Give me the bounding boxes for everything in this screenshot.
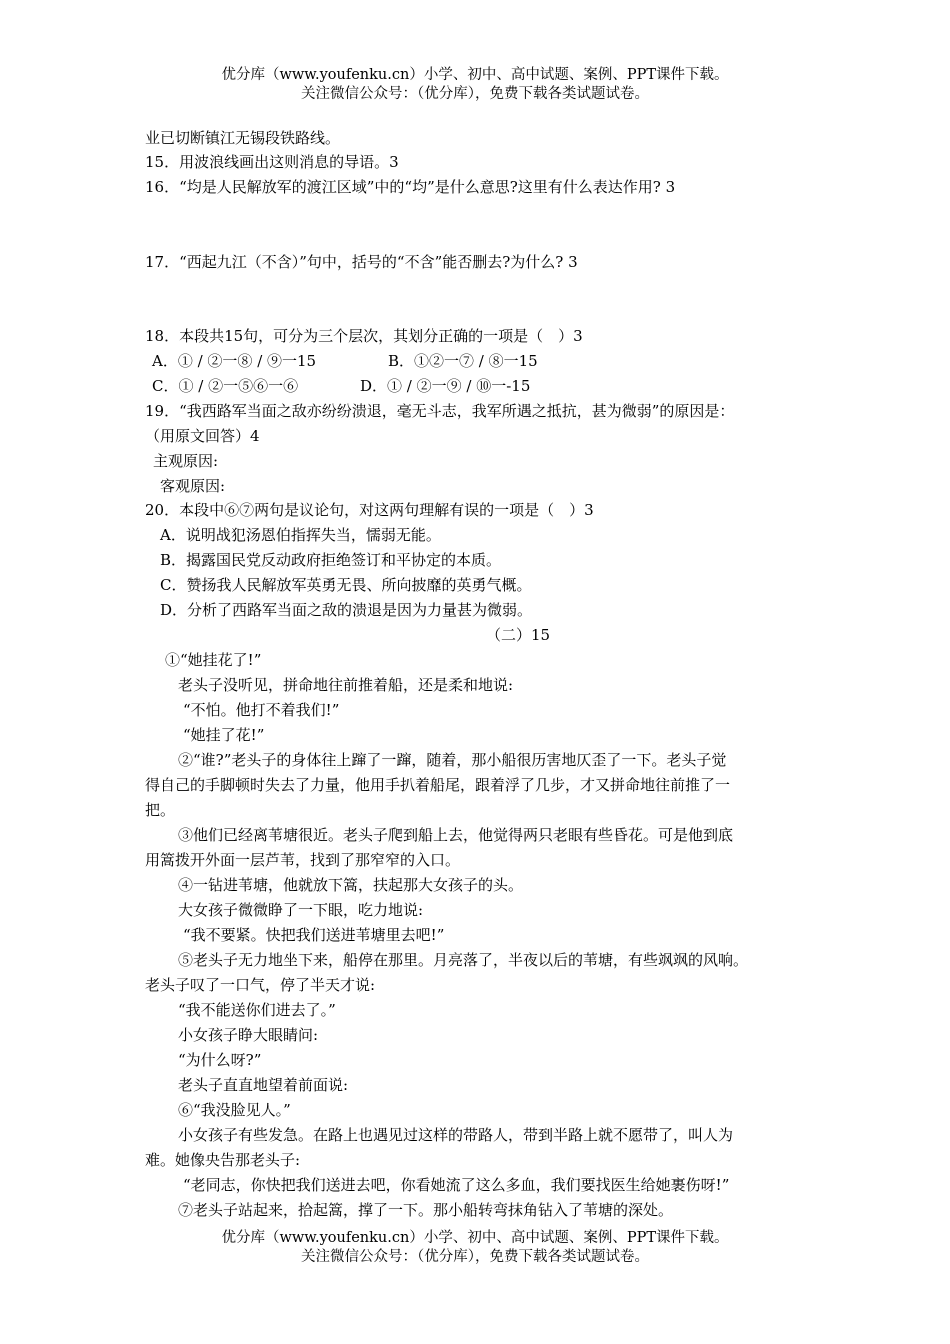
question-20-stem: 20．本段中⑥⑦两句是议论句，对这两句理解有误的一项是（ ）3 [145,501,594,519]
question-20-option-d: D．分析了西路军当面之敌的溃退是因为力量甚为微弱。 [160,601,533,619]
question-20-option-a: A．说明战犯汤恩伯指挥失当，懦弱无能。 [160,526,441,544]
passage-line: 小女孩子有些发急。在路上也遇见过这样的带路人，带到半路上就不愿带了，叫人为 [178,1126,734,1144]
section-2-heading: （二）15 [486,626,551,644]
passage-line: ⑤老头子无力地坐下来，船停在那里。月亮落了，半夜以后的苇塘，有些飒飒的风响。 [178,951,749,969]
footer-line-2: 关注微信公众号：（优分库），免费下载各类试题试卷。 [301,1249,649,1265]
passage-line: ③他们已经离苇塘很近。老头子爬到船上去，他觉得两只老眼有些昏花。可是他到底 [178,826,734,844]
passage-line: “她挂了花!” [183,726,265,744]
passage-line: 把。 [145,801,176,819]
passage-line: 大女孩子微微睁了一下眼，吃力地说: [178,901,424,919]
passage-line: “我不能送你们进去了。” [178,1001,336,1019]
question-18-option-b: B．①②一⑦ / ⑧一15 [388,352,538,370]
question-17: 17．“西起九江（不含）”句中，括号的“不含”能否删去?为什么? 3 [145,253,578,271]
passage-line: 小女孩子睁大眼睛问: [178,1026,319,1044]
passage-line: 得自己的手脚顿时失去了力量，他用手扒着船尾，跟着浮了几步，才又拼命地往前推了一 [145,776,731,794]
passage-line: “老同志，你快把我们送进去吧，你看她流了这么多血，我们要找医生给她裹伤呀!” [183,1176,730,1194]
passage-line: “为什么呀?” [178,1051,262,1069]
question-19-objective: 客观原因: [160,477,226,495]
passage-line: 用篙拨开外面一层芦苇，找到了那窄窄的入口。 [145,851,461,869]
intro-end: 业已切断镇江无锡段铁路线。 [145,129,341,147]
passage-line: ⑥“我没脸见人。” [178,1101,291,1119]
passage-line: 难。她像央告那老头子: [145,1151,301,1169]
passage-line: 老头子没听见，拼命地往前推着船，还是柔和地说: [178,676,514,694]
passage-line: ①“她挂花了!” [165,651,262,669]
question-15: 15．用波浪线画出这则消息的导语。3 [145,153,399,171]
passage-line: “我不要紧。快把我们送进苇塘里去吧!” [183,926,445,944]
question-20-option-c: C．赞扬我人民解放军英勇无畏、所向披靡的英勇气概。 [160,576,532,594]
footer-line-1: 优分库（www.youfenku.cn）小学、初中、高中试题、案例、PPT课件下载。 [221,1230,729,1246]
question-18-option-d: D．① / ②一⑨ / ⑩一-15 [360,377,531,395]
question-20-option-b: B．揭露国民党反动政府拒绝签订和平协定的本质。 [160,551,502,569]
passage-line: ④一钻进苇塘，他就放下篙，扶起那大女孩子的头。 [178,876,524,894]
page-header [0,66,950,104]
page-footer [0,1229,950,1267]
question-16: 16．“均是人民解放军的渡江区域”中的“均”是什么意思?这里有什么表达作用? 3 [145,178,676,196]
question-18-option-a: A．① / ②一⑧ / ⑨一15 [152,352,317,370]
question-19-subjective: 主观原因: [153,452,219,470]
question-18-option-c: C．① / ②一⑤⑥一⑥ [152,377,299,395]
passage-line: 老头子直直地望着前面说: [178,1076,349,1094]
question-19-note: （用原文回答）4 [145,427,260,445]
passage-line: ②“谁?”老头子的身体往上蹿了一蹿，随着，那小船很历害地仄歪了一下。老头子觉 [178,751,727,769]
passage-line: “不怕。他打不着我们!” [183,701,340,719]
passage-line: ⑦老头子站起来，拾起篙，撑了一下。那小船转弯抹角钻入了苇塘的深处。 [178,1201,674,1219]
header-line-2: 关注微信公众号：（优分库），免费下载各类试题试卷。 [301,86,649,102]
question-19-stem: 19．“我西路军当面之敌亦纷纷溃退，毫无斗志，我军所遇之抵抗，甚为微弱”的原因是： [145,402,735,420]
passage-line: 老头子叹了一口气，停了半天才说: [145,976,376,994]
header-line-1: 优分库（www.youfenku.cn）小学、初中、高中试题、案例、PPT课件下载。 [221,67,729,83]
question-18-stem: 18．本段共15句，可分为三个层次，其划分正确的一项是（ ）3 [145,327,583,345]
